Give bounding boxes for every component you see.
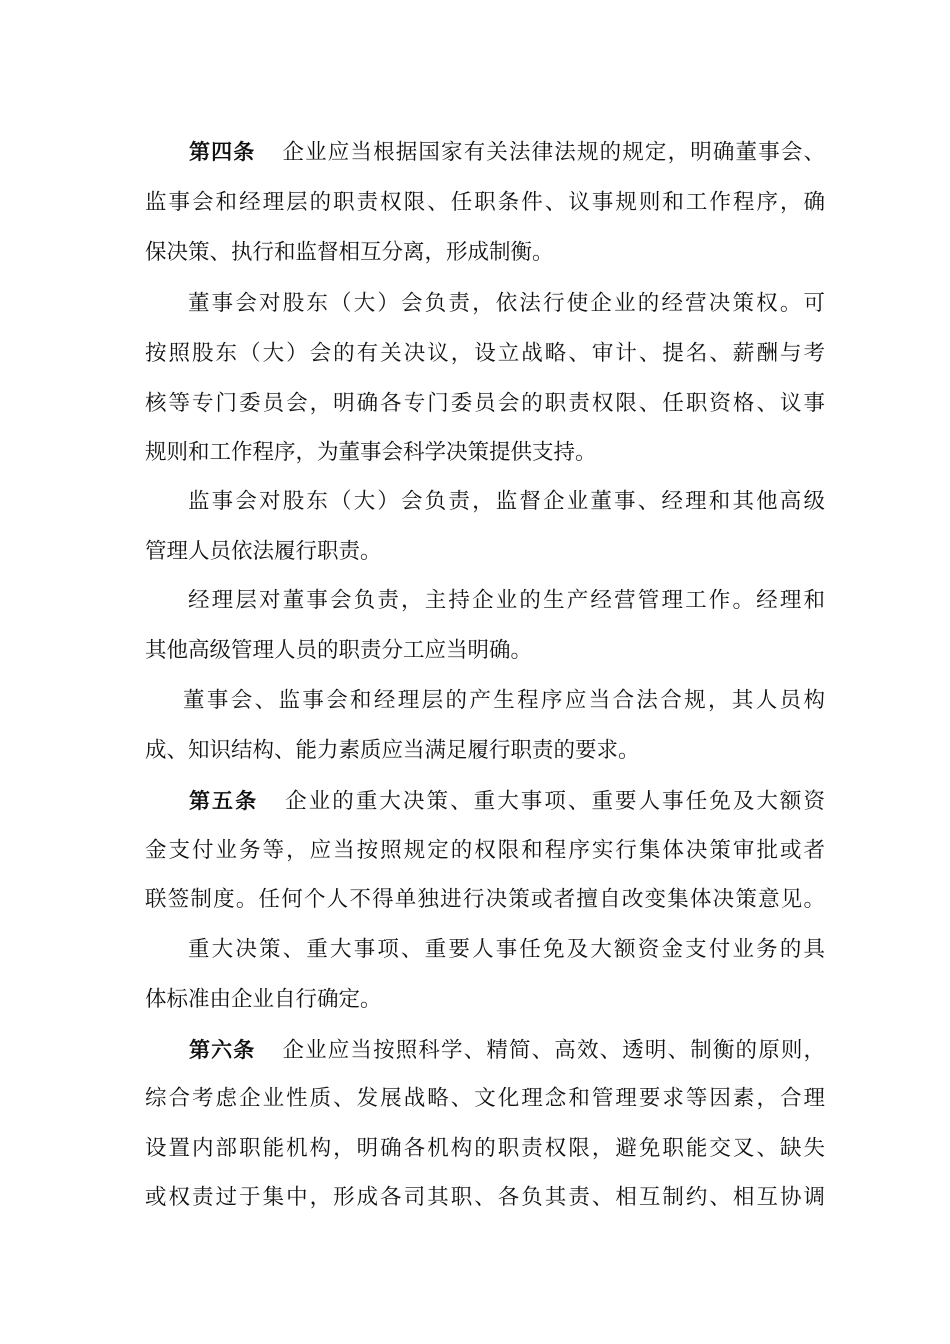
article-4-line-2 — [145, 186, 825, 220]
management-paragraph-line-2 — [145, 634, 825, 668]
line-text: 设置内部职能机构，明确各机构的职责权限，避免职能交叉、缺失 — [145, 1136, 825, 1161]
supervisory-paragraph-line-1 — [188, 485, 825, 519]
supervisory-paragraph-line-2 — [145, 535, 825, 569]
line-text: 核等专门委员会，明确各专门委员会的职责权限、任职资格、议事 — [145, 391, 825, 416]
line-text: 监事会和经理层的职责权限、任职条件、议事规则和工作程序，确 — [145, 190, 825, 215]
line-text: 或权责过于集中，形成各司其职、各负其责、相互制约、相互协调 — [145, 1185, 825, 1210]
article-6-line-1 — [189, 1033, 825, 1067]
line-text: 规则和工作程序，为董事会科学决策提供支持。 — [145, 440, 597, 465]
line-text: 重大决策、重大事项、重要人事任免及大额资金支付业务的具 — [188, 937, 825, 962]
article-5-line-1 — [189, 784, 825, 818]
article-5-heading: 第五条 — [189, 789, 259, 813]
line-text: 体标准由企业自行确定。 — [145, 987, 382, 1012]
article-6-line-3 — [145, 1132, 825, 1166]
article-4-line-1 — [189, 135, 825, 169]
management-paragraph-line-1 — [188, 584, 825, 618]
board-paragraph-line-1 — [188, 287, 825, 321]
line-text: 监事会对股东（大）会负责，监督企业董事、经理和其他高级 — [188, 489, 825, 514]
line-text: 管理人员依法履行职责。 — [145, 539, 382, 564]
line-text: 企业应当根据国家有关法律法规的规定，明确董事会、 — [282, 140, 825, 165]
article-6-line-4 — [145, 1181, 825, 1215]
line-text: 按照股东（大）会的有关决议，设立战略、审计、提名、薪酬与考 — [145, 341, 825, 366]
line-text: 保决策、执行和监督相互分离，形成制衡。 — [145, 240, 554, 265]
article-4-line-3 — [145, 236, 825, 270]
article-5-line-2 — [145, 834, 825, 868]
line-text: 综合考虑企业性质、发展战略、文化理念和管理要求等因素，合理 — [145, 1086, 825, 1111]
board-paragraph-line-3 — [145, 387, 825, 421]
line-text: 经理层对董事会负责，主持企业的生产经营管理工作。经理和 — [188, 588, 825, 613]
article-6-heading: 第六条 — [189, 1038, 256, 1062]
article-5-line-3 — [145, 883, 825, 917]
article-6-line-2 — [145, 1082, 825, 1116]
board-paragraph-line-2 — [145, 337, 825, 371]
line-text: 企业应当按照科学、精简、高效、透明、制衡的原则， — [282, 1038, 825, 1063]
formation-paragraph-line-2 — [145, 734, 825, 768]
line-text: 金支付业务等，应当按照规定的权限和程序实行集体决策审批或者 — [145, 838, 825, 863]
line-text: 联签制度。任何个人不得单独进行决策或者擅自改变集体决策意见。 — [145, 887, 825, 912]
line-text: 董事会对股东（大）会负责，依法行使企业的经营决策权。可 — [188, 291, 825, 316]
article-4-heading: 第四条 — [189, 140, 256, 164]
board-paragraph-line-4 — [145, 436, 825, 470]
line-text: 董事会、监事会和经理层的产生程序应当合法合规，其人员构 — [183, 688, 825, 713]
line-text: 企业的重大决策、重大事项、重要人事任免及大额资 — [285, 789, 825, 814]
formation-paragraph-line-1 — [183, 684, 825, 718]
standards-paragraph-line-1 — [188, 933, 825, 967]
line-text: 其他高级管理人员的职责分工应当明确。 — [145, 638, 533, 663]
line-text: 成、知识结构、能力素质应当满足履行职责的要求。 — [145, 738, 640, 763]
standards-paragraph-line-2 — [145, 983, 825, 1017]
